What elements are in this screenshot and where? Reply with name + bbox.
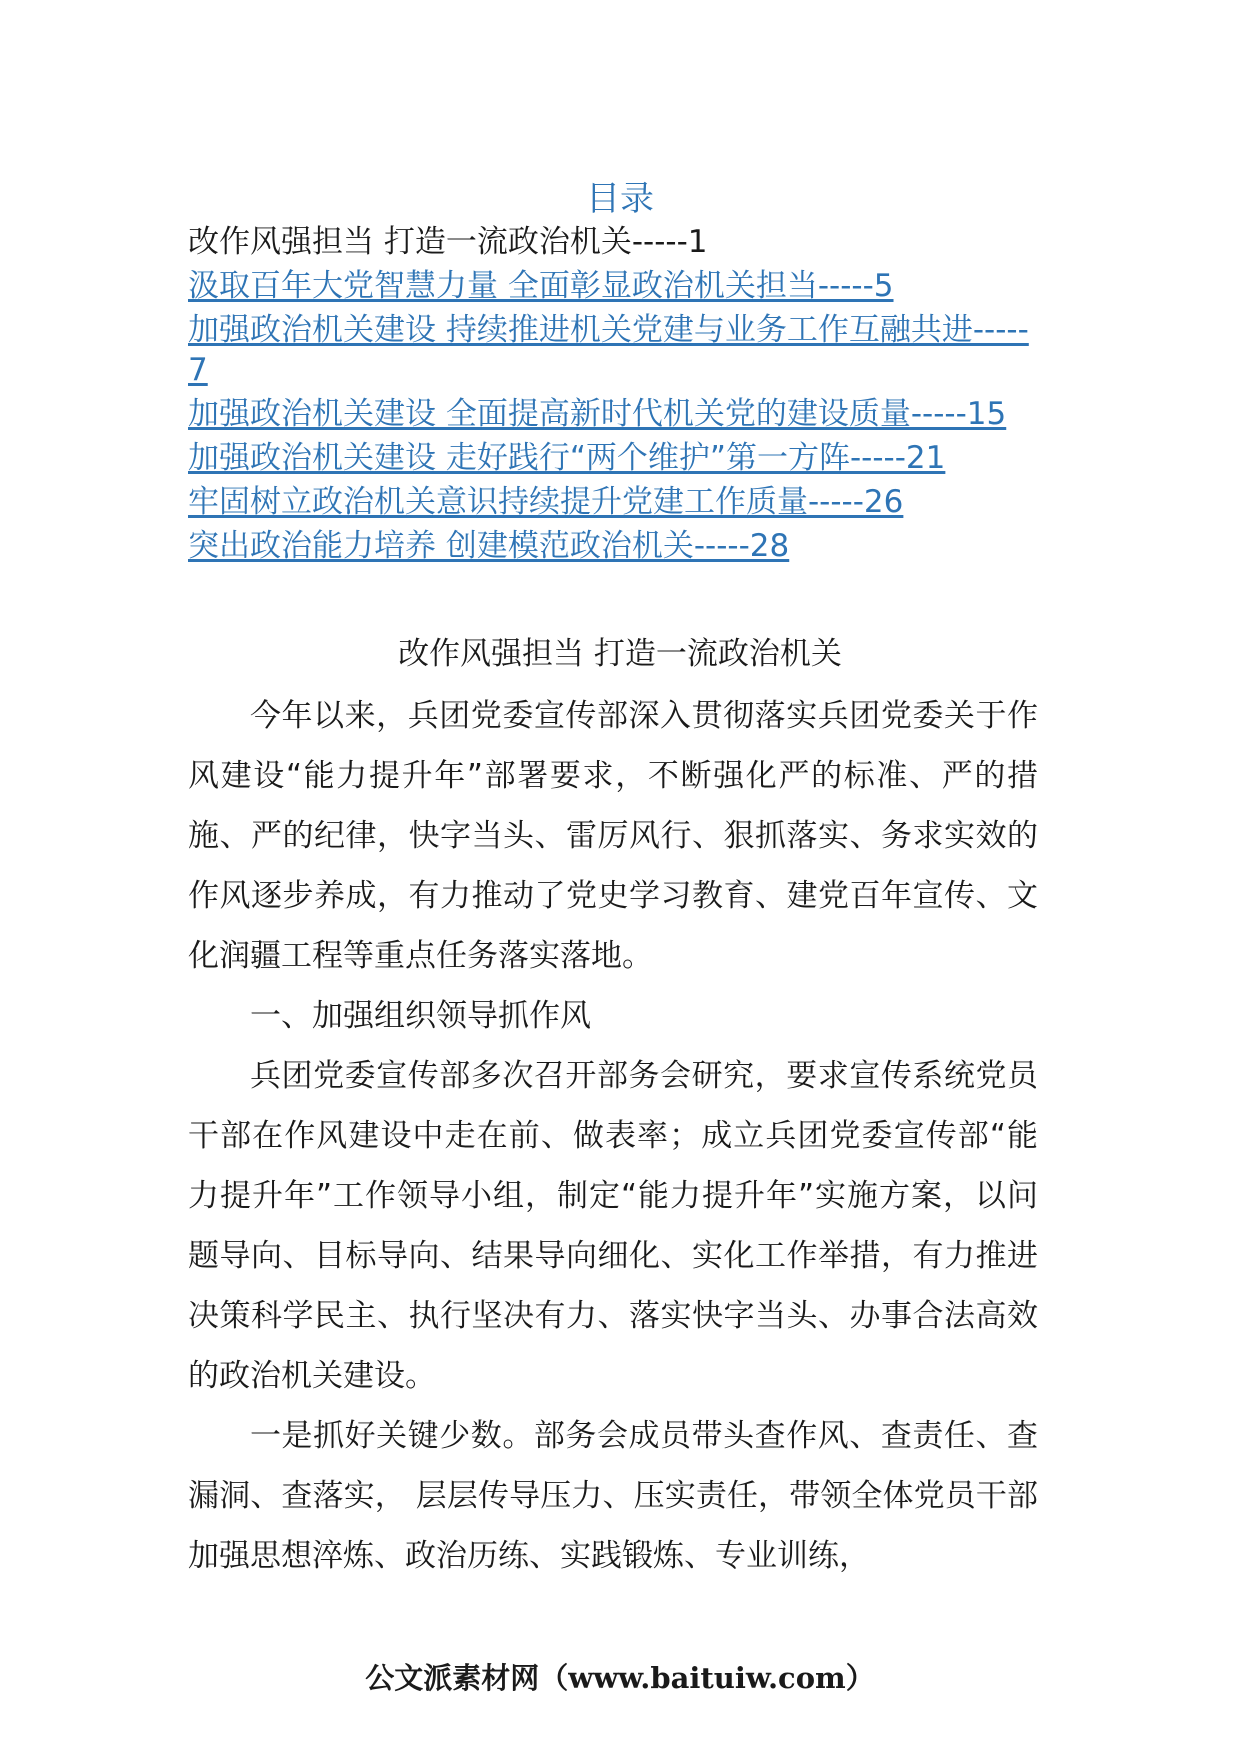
toc-title: 目录 [586, 179, 654, 219]
paragraph-key-minority: 一是抓好关键少数。部务会成员带头查作风、查责任、查漏洞、查落实， 层层传导压力、压实责任，带领全体党员干部加强思想淬炼、政治历练、实践锻炼、专业训练， [188, 1418, 1038, 1574]
toc-entry-link-7[interactable]: 突出政治能力培养 创建模范政治机关-----28 [188, 528, 790, 564]
section-heading: 一、加强组织领导抓作风 [250, 998, 591, 1034]
paragraph-section-1: 兵团党委宣传部多次召开部务会研究，要求宣传系统党员干部在作风建设中走在前、做表率；成立兵团党委宣传部“能力提升年”工作领导小组，制定“能力提升年”实施方案，以问题导向、目标导向、结果导向细化、实化工作举措，有力推进决策科学民主、执行坚决有力、落实快字当头、办事合法高效的政治机关建设。 [188, 1058, 1038, 1394]
toc-entry-link-4[interactable]: 加强政治机关建设 全面提高新时代机关党的建设质量-----15 [188, 396, 1007, 432]
toc-entry-link-2[interactable]: 汲取百年大党智慧力量 全面彰显政治机关担当-----5 [188, 268, 894, 304]
toc-entry-link-5[interactable]: 加强政治机关建设 走好践行“两个维护”第一方阵-----21 [188, 440, 946, 476]
footer-watermark: 公文派素材网（www.baituiw.com） [365, 1661, 875, 1695]
paragraph-intro: 今年以来，兵团党委宣传部深入贯彻落实兵团党委关于作风建设“能力提升年”部署要求，不断强化严的标准、严的措施、严的纪律，快字当头、雷厉风行、狠抓落实、务求实效的作风逐步养成，有力推动了党史学习教育、建党百年宣传、文化润疆工程等重点任务落实落地。 [188, 698, 1038, 974]
table-of-contents [188, 222, 1048, 570]
article-body [188, 686, 1038, 1586]
article-title: 改作风强担当 打造一流政治机关 [398, 636, 842, 672]
toc-entry-link-6[interactable]: 牢固树立政治机关意识持续提升党建工作质量-----26 [188, 484, 904, 520]
toc-entry-1: 改作风强担当 打造一流政治机关-----1 [188, 224, 708, 260]
toc-entry-link-3[interactable]: 加强政治机关建设 持续推进机关党建与业务工作互融共进-----7 [188, 312, 1029, 388]
